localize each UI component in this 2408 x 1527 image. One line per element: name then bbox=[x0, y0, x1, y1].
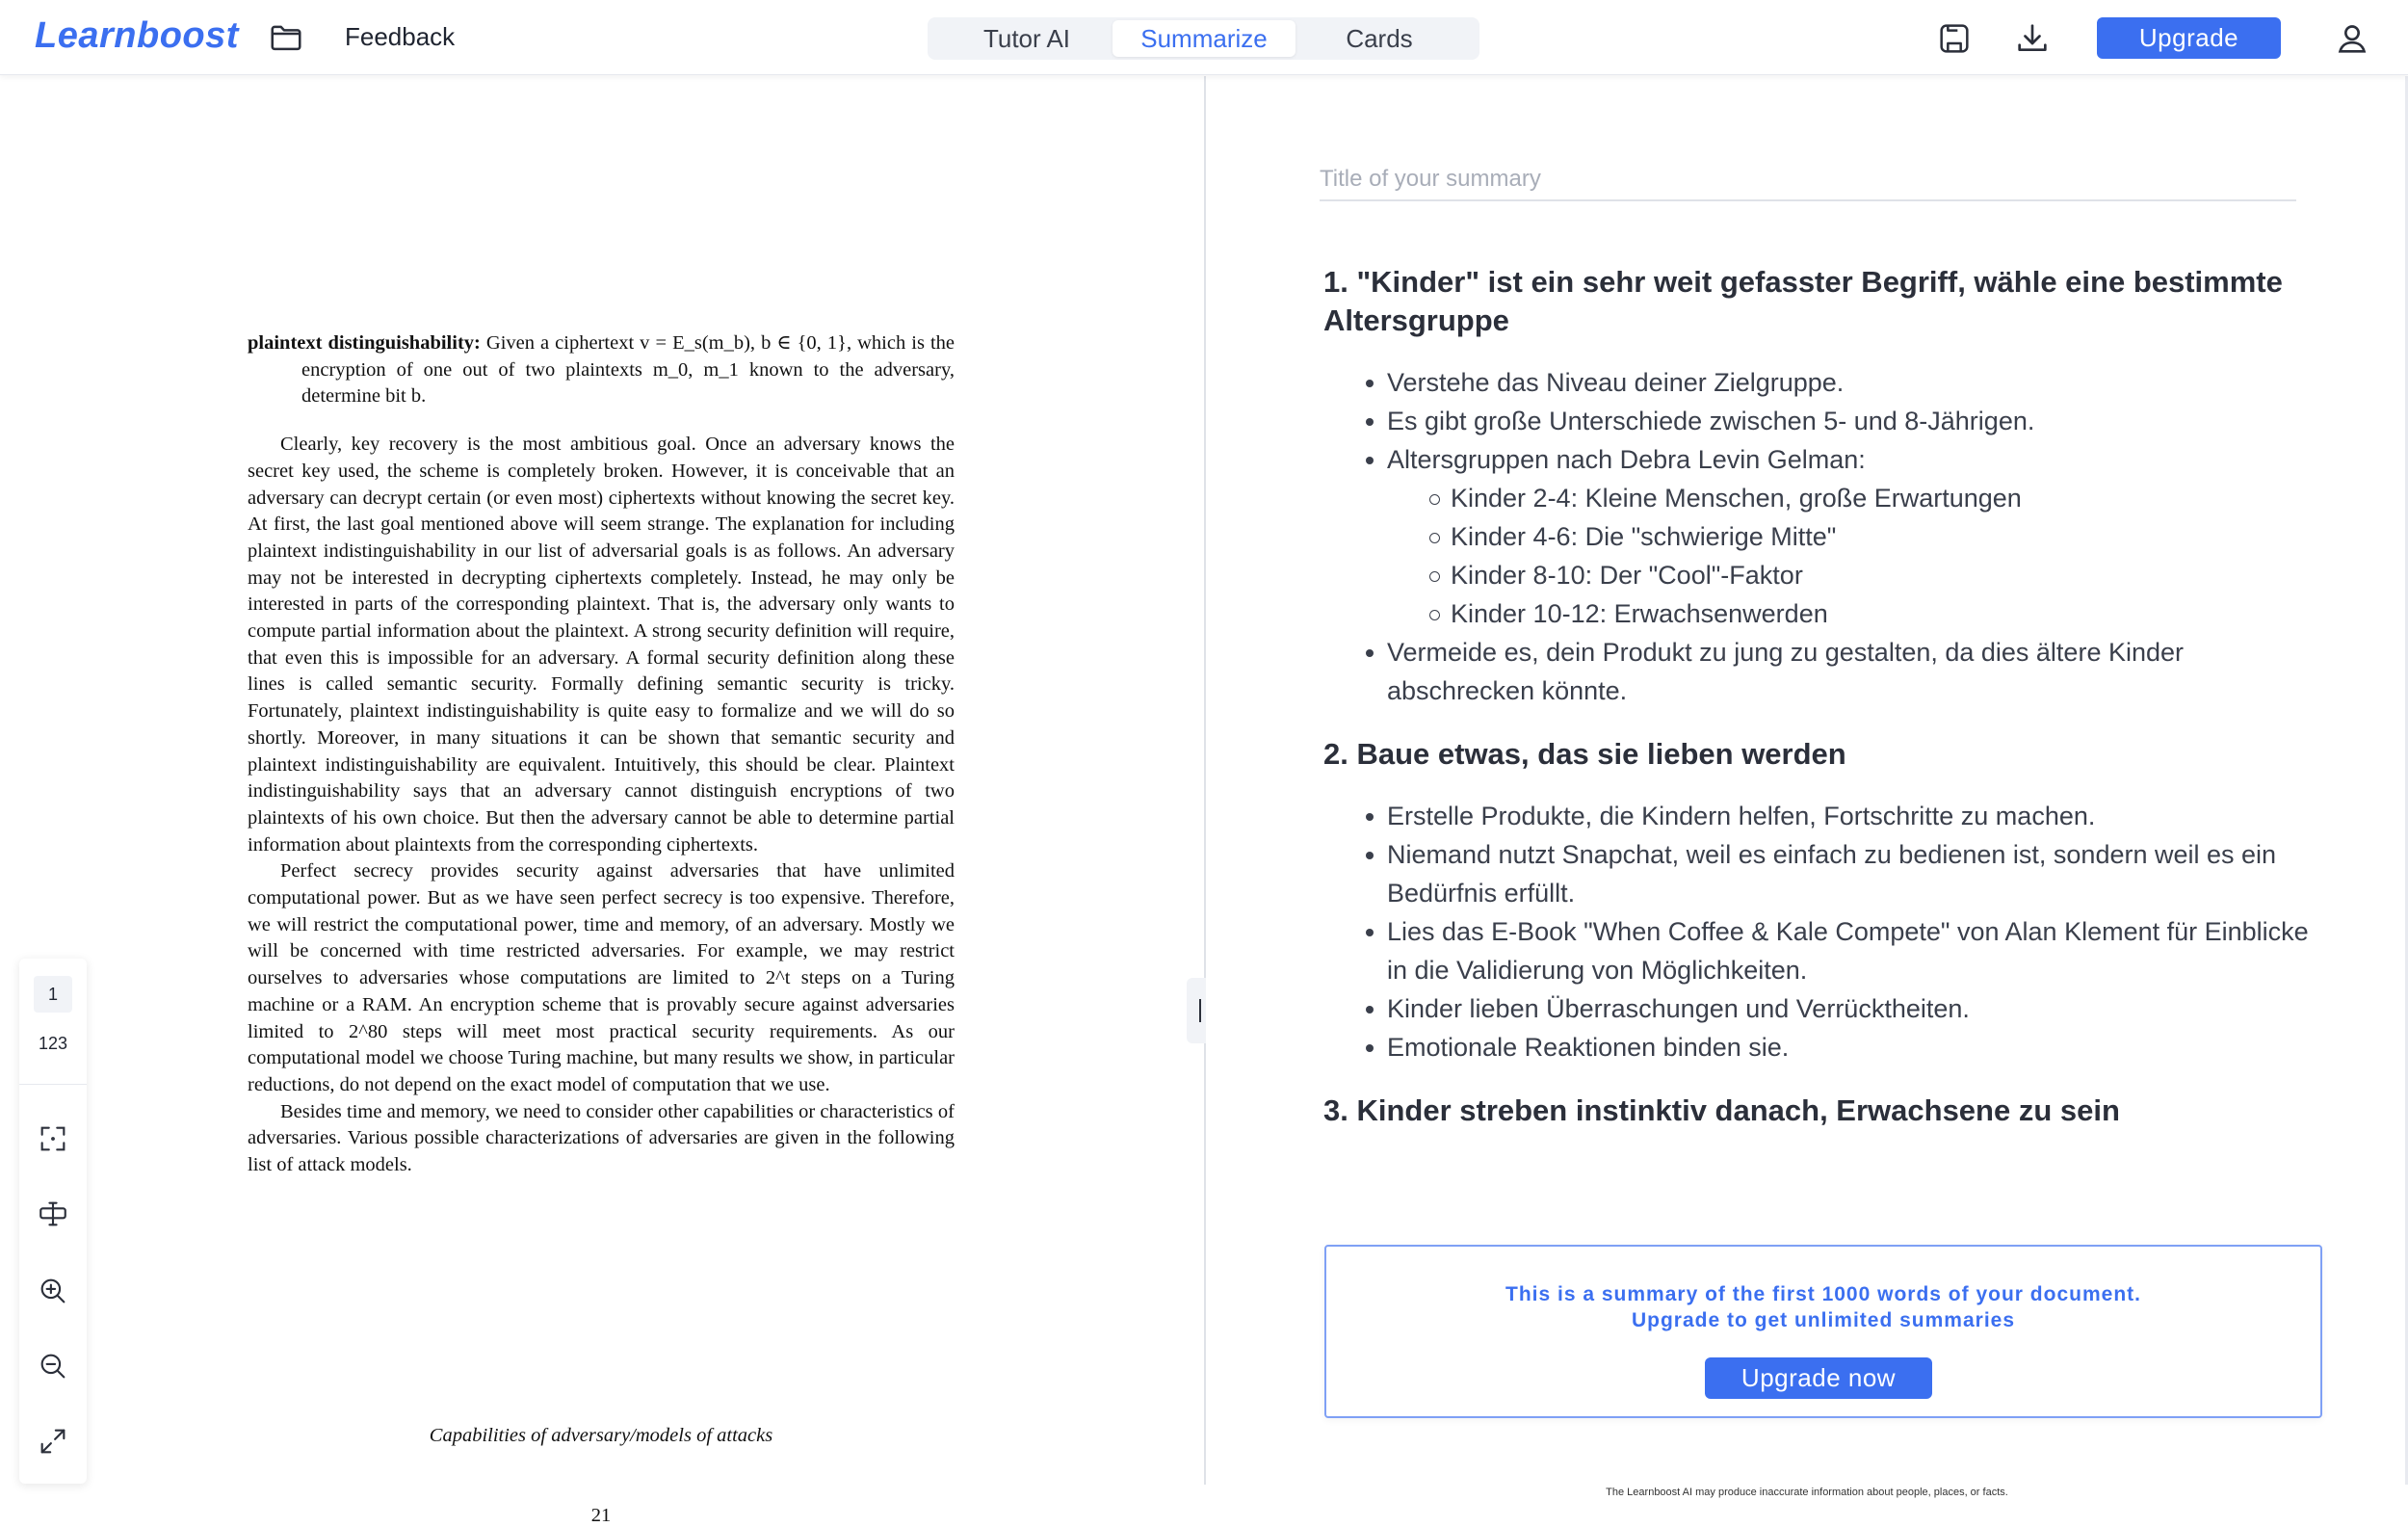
viewer-toolbar bbox=[19, 959, 87, 1484]
summary-heading-1: 1. "Kinder" ist ein sehr weit gefasster Begriff, wähle eine bestimmte Altersgruppe bbox=[1323, 265, 2283, 337]
list-subitem: Kinder 2-4: Kleine Menschen, große Erwartungen bbox=[1323, 479, 2325, 517]
list-item: Niemand nutzt Snapchat, weil es einfach zu bedienen ist, sondern weil es ein Bedürfnis erfüllt. bbox=[1323, 835, 2325, 912]
summary-list-2 bbox=[1323, 797, 2325, 1066]
upgrade-button[interactable]: Upgrade bbox=[2097, 17, 2281, 59]
list-item: Lies das E-Book "When Coffee & Kale Compete" von Alan Klement für Einblicke in die Validierung von Möglichkeiten. bbox=[1323, 912, 2325, 989]
doc-paragraph-3: Besides time and memory, we need to consider other capabilities or characteristics of adversaries. Various possible characterizations of adversaries are given in the following list of attack models. bbox=[248, 1100, 955, 1176]
list-item: Erstelle Produkte, die Kindern helfen, Fortschritte zu machen. bbox=[1323, 797, 2325, 835]
document-viewer[interactable] bbox=[0, 76, 1204, 1526]
summary-list-1 bbox=[1323, 363, 2325, 710]
select-area-icon[interactable] bbox=[37, 1122, 69, 1155]
doc-paragraph-2: Perfect secrecy provides security against adversaries that have unlimited computational power. But as we have seen perfect secrecy is too expensive. Therefore, we will restrict the computational power, time and memory, of an adversary. Mostly we will be concerned with time restricted adversaries. For example, we may restrict ourselves to adversaries whose computations are limited to 2^t steps on a Turing machine or a RAM. An encryption scheme that is provably secure against adversaries limited to 2^80 steps will meet most practical security requirements. As our computational model we choose Turing machine, but many results we show, in particular reductions, do not depend on the exact model of computation that we use. bbox=[248, 860, 955, 1095]
document-page-text bbox=[248, 330, 955, 1179]
promo-line-2: Upgrade to get unlimited summaries bbox=[1631, 1309, 2016, 1331]
folder-icon[interactable] bbox=[268, 19, 304, 56]
zoom-in-icon[interactable] bbox=[37, 1275, 69, 1307]
summary-heading-3: 3. Kinder streben instinktiv danach, Erwachsene zu sein bbox=[1323, 1093, 2120, 1127]
tab-tutor-ai[interactable]: Tutor AI bbox=[982, 24, 1071, 53]
ai-disclaimer: The Learnboost AI may produce inaccurate information about people, places, or facts. bbox=[1606, 1487, 2008, 1498]
toolbar-divider bbox=[19, 1084, 87, 1085]
upgrade-now-button[interactable]: Upgrade now bbox=[1705, 1357, 1932, 1399]
promo-message bbox=[1326, 1281, 2320, 1333]
list-item: Vermeide es, dein Produkt zu jung zu gestalten, da dies ältere Kinder abschrecken könnte. bbox=[1323, 633, 2325, 710]
text-select-icon[interactable] bbox=[37, 1198, 69, 1230]
total-pages: 123 bbox=[38, 1034, 68, 1053]
feedback-link[interactable]: Feedback bbox=[345, 22, 456, 51]
promo-line-1: This is a summary of the first 1000 words of your document. bbox=[1505, 1283, 2141, 1305]
current-page-indicator[interactable]: 1 bbox=[34, 976, 72, 1013]
summary-panel bbox=[1206, 76, 2408, 1485]
logo[interactable]: Learnboost bbox=[35, 15, 239, 56]
definition-text: Given a ciphertext v = E_s(m_b), b ∈ {0, 1}, which is the encryption of one out of two plaintexts m_0, m_1 known to the adversary, determine bit b. bbox=[301, 332, 955, 408]
summary-content bbox=[1323, 263, 2325, 1130]
list-item: Altersgruppen nach Debra Levin Gelman: bbox=[1323, 440, 2325, 479]
summary-title-input[interactable] bbox=[1320, 159, 2296, 201]
doc-paragraph-1: Clearly, key recovery is the most ambitious goal. Once an adversary knows the secret key used, the scheme is completely broken. However, it is conceivable that an adversary can decrypt certain (or even most) ciphertexts without knowing the secret key. At first, the last goal mentioned above will seem strange. The explanation for including plaintext indistinguishability in our list of adversarial goals is as follows. An adversary may not be interested in decrypting ciphertexts completely. Instead, he may only be interested in parts of the corresponding plaintext. That is, the adversary only wants to compute partial information about the plaintext. A strong security definition will require, that even this is impossible for an adversary. A formal security definition along these lines is called semantic security. Formally defining semantic security is tricky. Fortunately, plaintext indistinguishability is quite easy to formalize and we will do so shortly. Moreover, in many situations it can be shown that semantic security and plaintext indistinguishability are equivalent. Intuitively, this should be clear. Plaintext indistinguishability says that an adversary cannot distinguish encryptions of two plaintexts of his own choice. But then the adversary cannot be able to determine partial information about plaintexts from the corresponding ciphertexts. bbox=[248, 434, 955, 856]
list-item: Emotionale Reaktionen binden sie. bbox=[1323, 1028, 2325, 1066]
list-subitem: Kinder 10-12: Erwachsenwerden bbox=[1323, 594, 2325, 633]
list-item: Kinder lieben Überraschungen und Verrücktheiten. bbox=[1323, 989, 2325, 1028]
download-icon[interactable] bbox=[2013, 19, 2052, 58]
zoom-out-icon[interactable] bbox=[37, 1350, 69, 1382]
mode-tabs bbox=[928, 17, 1479, 60]
fullscreen-icon[interactable] bbox=[37, 1425, 69, 1458]
tab-cards[interactable]: Cards bbox=[1346, 24, 1413, 53]
save-icon[interactable] bbox=[1935, 19, 1974, 58]
list-subitem: Kinder 4-6: Die "schwierige Mitte" bbox=[1323, 517, 2325, 556]
list-subitem: Kinder 8-10: Der "Cool"-Faktor bbox=[1323, 556, 2325, 594]
definition-term: plaintext distinguishability: bbox=[248, 332, 481, 354]
tab-summarize[interactable]: Summarize bbox=[1112, 20, 1296, 57]
upgrade-promo-box bbox=[1324, 1245, 2322, 1418]
user-icon[interactable] bbox=[2333, 19, 2371, 58]
document-caption: Capabilities of adversary/models of attacks bbox=[429, 1425, 773, 1446]
list-item: Verstehe das Niveau deiner Zielgruppe. bbox=[1323, 363, 2325, 402]
definition-paragraph bbox=[248, 330, 955, 410]
top-bar bbox=[0, 0, 2408, 75]
document-page-number: 21 bbox=[590, 1505, 612, 1526]
list-item: Es gibt große Unterschiede zwischen 5- und 8-Jährigen. bbox=[1323, 402, 2325, 440]
summary-heading-2: 2. Baue etwas, das sie lieben werden bbox=[1323, 737, 1846, 771]
